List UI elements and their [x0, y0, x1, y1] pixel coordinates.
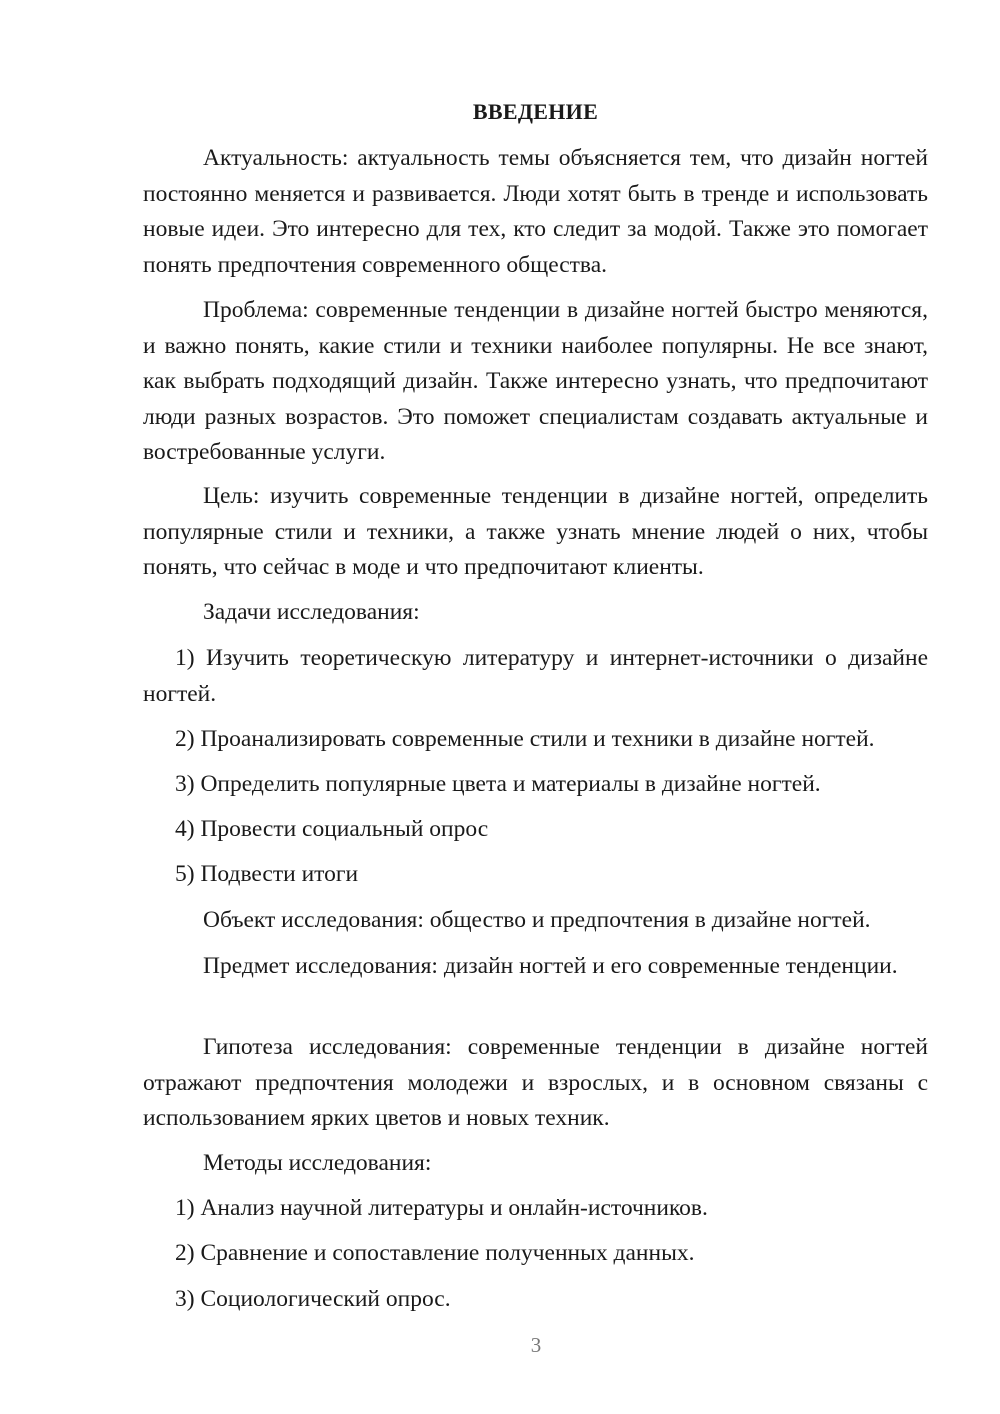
paragraph-subject: Предмет исследования: дизайн ногтей и его современные тенденции. [203, 953, 898, 979]
task-item-5: 5) Подвести итоги [175, 861, 359, 887]
paragraph-hypothesis: Гипотеза исследования: современные тенденции в дизайне ногтей отражают предпочтения молодежи и взрослых, и в основном связаны с использованием ярких цветов и новых техник. [143, 1034, 928, 1131]
tasks-heading: Задачи исследования: [203, 599, 420, 625]
methods-heading: Методы исследования: [203, 1150, 432, 1176]
paragraph-goal: Цель: изучить современные тенденции в дизайне ногтей, определить популярные стили и техники, а также узнать мнение людей о них, чтобы понять, что сейчас в моде и что предпочитают клиенты. [143, 483, 928, 580]
paragraph-problem: Проблема: современные тенденции в дизайне ногтей быстро меняются, и важно понять, какие стили и техники наиболее популярны. Не все знают, как выбрать подходящий дизайн. Также интересно узнать, что предпочитают люди разных возрастов. Это поможет специалистам создавать актуальные и востребованные услуги. [143, 297, 928, 465]
page-number: 3 [530, 1333, 542, 1357]
paragraph-relevance: Актуальность: актуальность темы объясняется тем, что дизайн ногтей постоянно меняется и развивается. Люди хотят быть в тренде и использовать новые идеи. Это интересно для тех, кто следит за модой. Также это помогает понять предпочтения современного общества. [143, 145, 928, 278]
page-title: ВВЕДЕНИЕ [472, 99, 599, 124]
task-item-1: 1) Изучить теоретическую литературу и интернет-источники о дизайне ногтей. [143, 645, 928, 707]
paragraph-object: Объект исследования: общество и предпочтения в дизайне ногтей. [203, 907, 871, 933]
method-item-3: 3) Социологический опрос. [175, 1286, 451, 1312]
task-item-3: 3) Определить популярные цвета и материалы в дизайне ногтей. [175, 771, 821, 797]
task-item-4: 4) Провести социальный опрос [175, 816, 489, 842]
method-item-1: 1) Анализ научной литературы и онлайн-источников. [175, 1195, 708, 1221]
task-item-2: 2) Проанализировать современные стили и техники в дизайне ногтей. [175, 726, 875, 752]
method-item-2: 2) Сравнение и сопоставление полученных данных. [175, 1240, 695, 1266]
